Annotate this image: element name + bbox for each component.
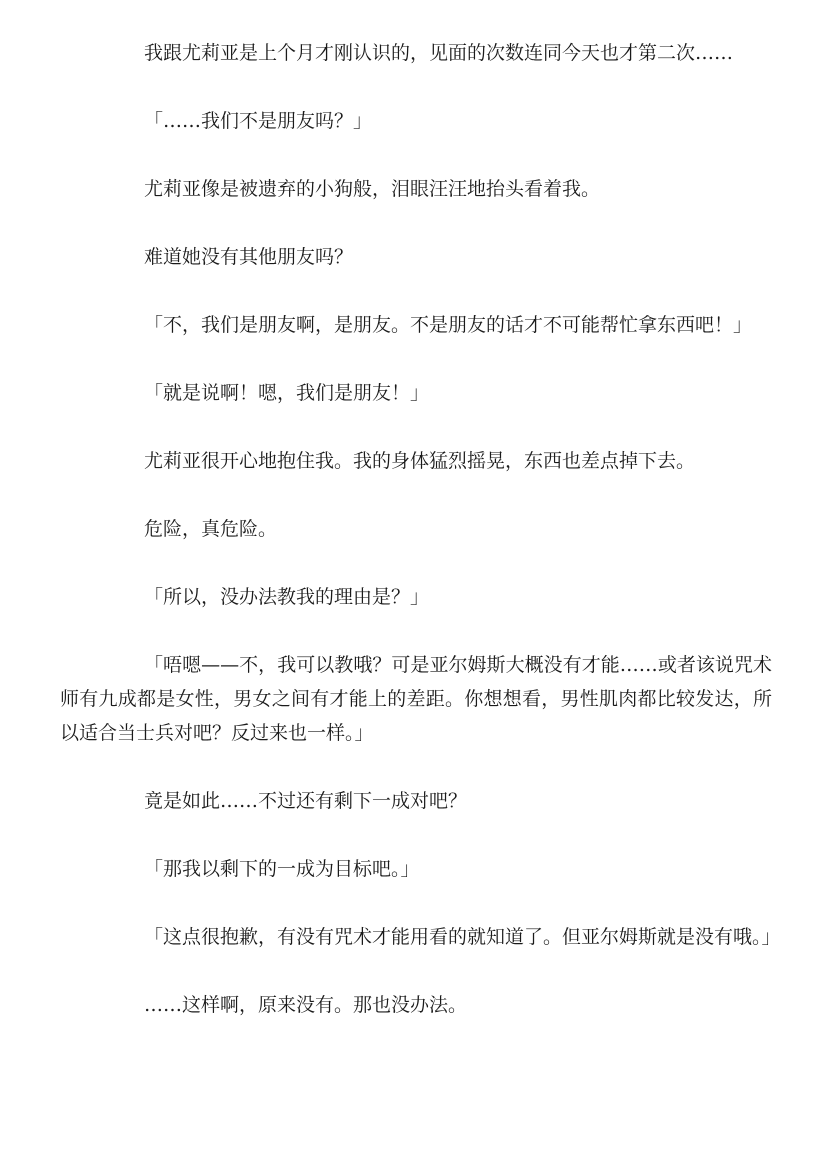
paragraph-2: 「……我们不是朋友吗？」: [144, 110, 373, 132]
paragraph-12: 「那我以剩下的一成为目标吧。」: [144, 858, 420, 880]
document-page: [60, 36, 781, 1056]
paragraph-13: 「这点很抱歉，有没有咒术才能用看的就知道了。但亚尔姆斯就是没有哦。」: [144, 926, 781, 948]
paragraph-4: 难道她没有其他朋友吗？: [144, 246, 354, 268]
paragraph-10: 「唔嗯——不，我可以教哦？可是亚尔姆斯大概没有才能……或者该说咒术师有九成都是女性，男女之间有才能上的差距。你想想看，男性肌肉都比较发达，所以适合当士兵对吧？反过来也一样。」: [60, 654, 772, 744]
paragraph-7: 尤莉亚很开心地抱住我。我的身体猛烈摇晃，东西也差点掉下去。: [144, 450, 696, 472]
paragraph-14: ……这样啊，原来没有。那也没办法。: [144, 994, 468, 1016]
paragraph-8: 危险，真危险。: [144, 518, 278, 540]
paragraph-9: 「所以，没办法教我的理由是？」: [144, 586, 430, 608]
paragraph-1: 我跟尤莉亚是上个月才刚认识的，见面的次数连同今天也才第二次……: [144, 42, 734, 64]
paragraph-3: 尤莉亚像是被遗弃的小狗般，泪眼汪汪地抬头看着我。: [144, 178, 601, 200]
paragraph-11: 竟是如此……不过还有剩下一成对吧？: [144, 790, 468, 812]
paragraph-5: 「不，我们是朋友啊，是朋友。不是朋友的话才不可能帮忙拿东西吧！」: [144, 314, 753, 336]
paragraph-6: 「就是说啊！嗯，我们是朋友！」: [144, 382, 430, 404]
